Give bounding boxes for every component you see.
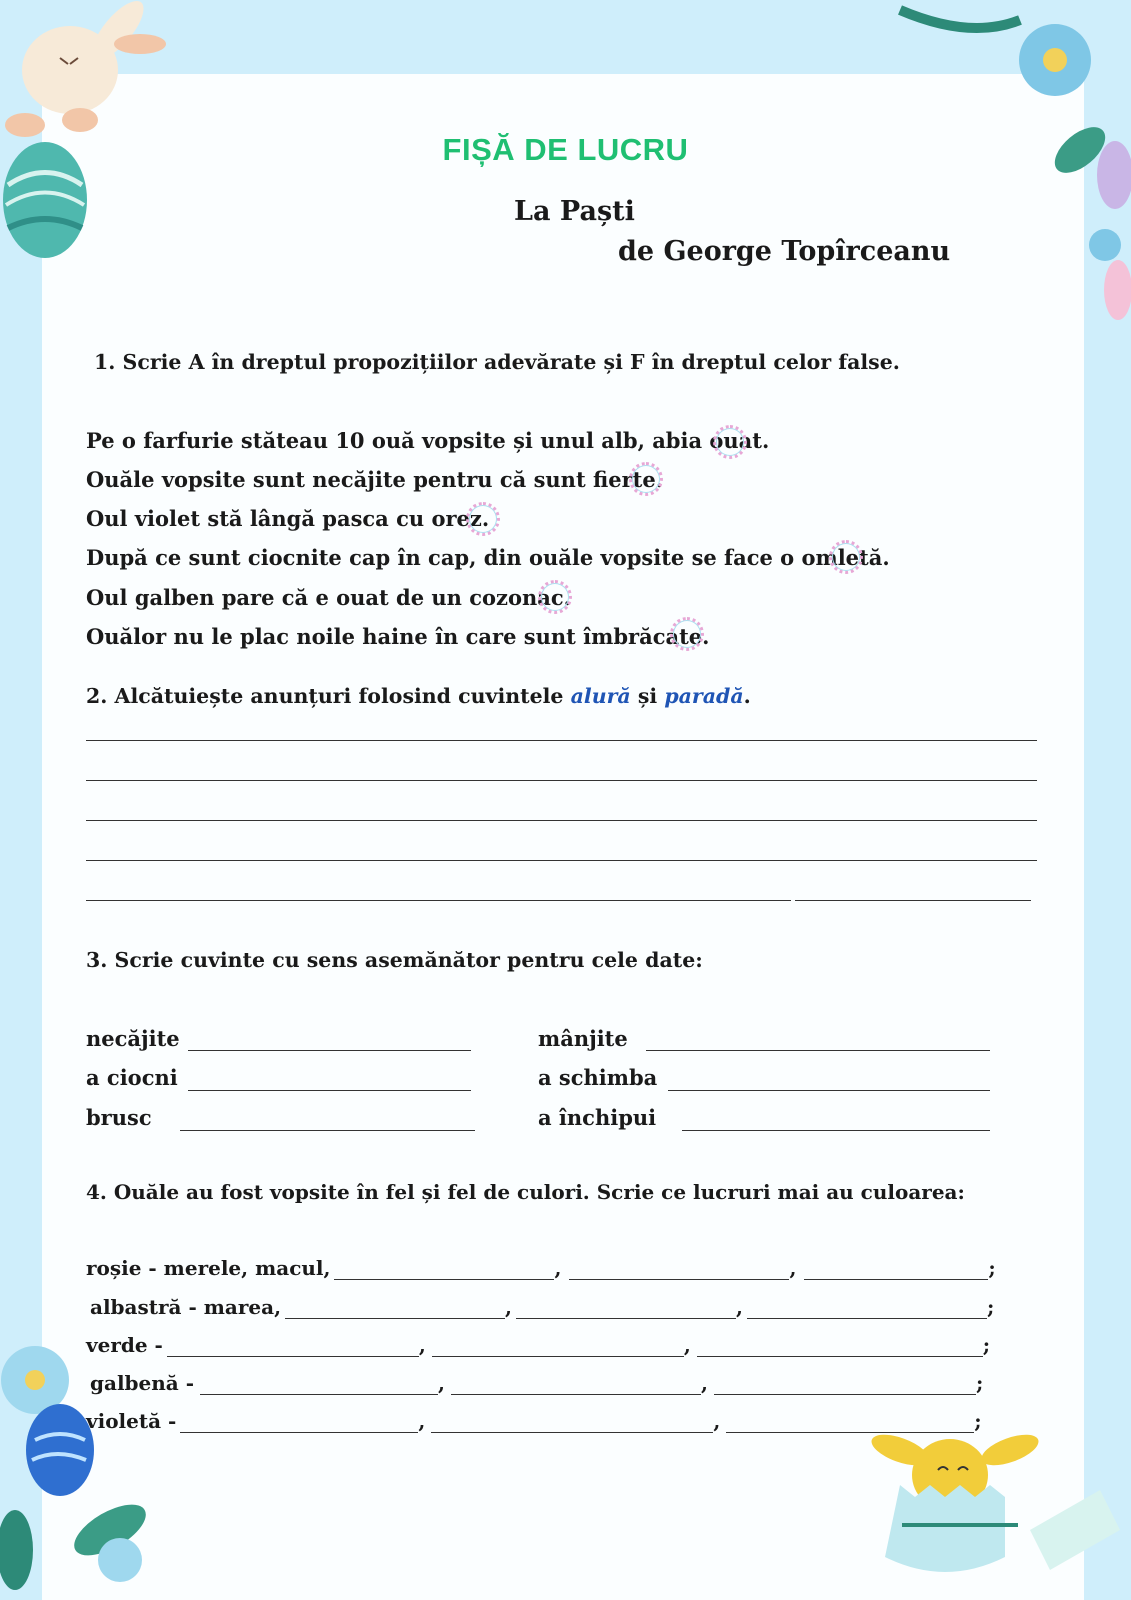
- statement-2: Ouăle vopsite sunt necăjite pentru că sunt fierte.: [86, 467, 664, 492]
- exercise-3-prompt: 3. Scrie cuvinte cu sens asemănător pentru cele date:: [86, 948, 703, 972]
- blank-rosie-2[interactable]: [569, 1261, 789, 1280]
- answer-line-5b[interactable]: [795, 900, 1031, 901]
- synonym-line-a-ciocni[interactable]: [188, 1090, 471, 1091]
- color-label-albastra: albastră - marea,: [90, 1295, 282, 1319]
- statement-6: Ouălor nu le plac noile haine în care sunt îmbrăcate.: [86, 624, 710, 649]
- color-row-galbena: galbenă - , , ;: [90, 1371, 984, 1395]
- color-label-verde: verde -: [86, 1333, 163, 1357]
- answer-line-5a[interactable]: [86, 900, 791, 901]
- synonym-line-necajite[interactable]: [188, 1050, 471, 1051]
- blank-galbena-2[interactable]: [451, 1376, 701, 1395]
- blank-verde-2[interactable]: [432, 1338, 684, 1357]
- exercise-1-prompt: 1. Scrie A în dreptul propozițiilor adevărate și F în dreptul celor false.: [94, 350, 900, 374]
- word-a-schimba: a schimba: [538, 1065, 658, 1090]
- poem-title: La Paști: [514, 196, 635, 227]
- answer-circle-6[interactable]: [670, 617, 704, 651]
- statement-1: Pe o farfurie stăteau 10 ouă vopsite și unul alb, abia ouat.: [86, 428, 770, 453]
- answer-line-3[interactable]: [86, 820, 1037, 821]
- answer-circle-5[interactable]: [538, 580, 572, 614]
- statement-4: După ce sunt ciocnite cap în cap, din ouăle vopsite se face o omletă.: [86, 545, 890, 570]
- blank-galbena-1[interactable]: [200, 1376, 438, 1395]
- word-a-ciocni: a ciocni: [86, 1065, 178, 1090]
- poem-author: de George Topîrceanu: [618, 236, 951, 267]
- blank-verde-1[interactable]: [167, 1338, 419, 1357]
- blank-violeta-1[interactable]: [180, 1414, 418, 1433]
- synonym-line-a-schimba[interactable]: [668, 1090, 990, 1091]
- prompt-period: .: [743, 684, 751, 708]
- exercise-2-prompt: [86, 684, 751, 708]
- color-row-albastra: albastră - marea, , , ;: [90, 1295, 995, 1319]
- synonym-line-brusc[interactable]: [180, 1130, 475, 1131]
- keyword-joiner: și: [637, 684, 658, 708]
- blank-albastra-2[interactable]: [516, 1300, 736, 1319]
- statement-3: Oul violet stă lângă pasca cu orez.: [86, 506, 490, 531]
- answer-circle-3[interactable]: [466, 502, 500, 536]
- worksheet-title: FIȘĂ DE LUCRU: [442, 132, 689, 167]
- synonym-line-a-inchipui[interactable]: [682, 1130, 990, 1131]
- blank-rosie-1[interactable]: [334, 1261, 554, 1280]
- keyword-alura: alură: [570, 684, 631, 708]
- color-row-violeta: violetă - , , ;: [86, 1409, 982, 1433]
- word-brusc: brusc: [86, 1105, 152, 1130]
- answer-line-4[interactable]: [86, 860, 1037, 861]
- color-row-rosie: roșie - merele, macul, , , ;: [86, 1256, 996, 1280]
- blank-rosie-3[interactable]: [804, 1261, 988, 1280]
- answer-circle-1[interactable]: [713, 425, 747, 459]
- answer-circle-4[interactable]: [829, 540, 863, 574]
- word-a-inchipui: a închipui: [538, 1105, 657, 1130]
- keyword-parada: paradă: [664, 684, 744, 708]
- word-necajite: necăjite: [86, 1026, 180, 1051]
- blank-violeta-3[interactable]: [726, 1414, 974, 1433]
- word-manjite: mânjite: [538, 1026, 628, 1051]
- exercise-4-prompt: 4. Ouăle au fost vopsite în fel și fel de culori. Scrie ce lucruri mai au culoarea:: [86, 1180, 965, 1204]
- blank-verde-3[interactable]: [697, 1338, 983, 1357]
- statement-5: Oul galben pare că e ouat de un cozonac.: [86, 585, 571, 610]
- synonym-line-manjite[interactable]: [646, 1050, 990, 1051]
- answer-line-1[interactable]: [86, 740, 1037, 741]
- blank-albastra-3[interactable]: [747, 1300, 987, 1319]
- answer-circle-2[interactable]: [629, 462, 663, 496]
- blank-violeta-2[interactable]: [431, 1414, 713, 1433]
- answer-line-2[interactable]: [86, 780, 1037, 781]
- color-label-galbena: galbenă -: [90, 1371, 195, 1395]
- color-label-violeta: violetă -: [86, 1409, 177, 1433]
- blank-galbena-3[interactable]: [714, 1376, 976, 1395]
- color-label-rosie: roșie - merele, macul,: [86, 1256, 331, 1280]
- exercise-2-prompt-text: 2. Alcătuiește anunțuri folosind cuvintele: [86, 684, 564, 708]
- blank-albastra-1[interactable]: [285, 1300, 505, 1319]
- color-row-verde: verde - , , ;: [86, 1333, 991, 1357]
